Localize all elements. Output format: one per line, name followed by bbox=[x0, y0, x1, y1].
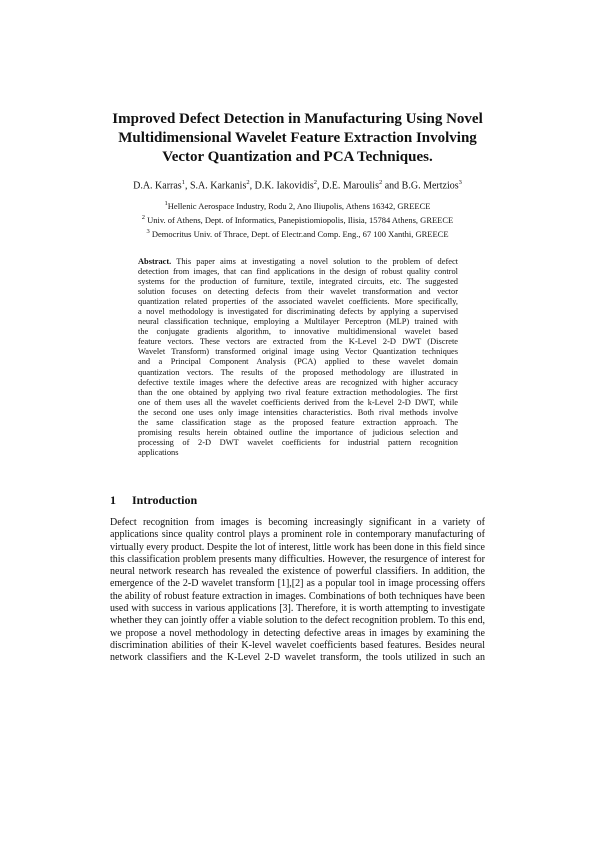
author-name: S.A. Karkanis bbox=[189, 180, 247, 192]
affiliation-text: Univ. of Athens, Dept. of Informatics, Panepistiomiopolis, Ilisia, 15784 Athens, GREECE bbox=[147, 214, 454, 225]
author-separator: and bbox=[382, 180, 402, 192]
author-name: D.E. Maroulis bbox=[322, 180, 379, 192]
author-name: D.K. Iakovidis bbox=[254, 180, 314, 192]
abstract-line: detection from images, that can find applications in the design of robust quality control bbox=[138, 267, 458, 277]
affiliation-mark: 3 bbox=[146, 227, 150, 235]
abstract-line: than the one obtained by applying two rival feature extraction methodologies. The first bbox=[138, 387, 458, 397]
abstract-label: Abstract. bbox=[138, 257, 172, 266]
abstract-line: applications bbox=[138, 447, 179, 457]
author-separator: , bbox=[249, 180, 255, 192]
author-affiliation-mark: 2 bbox=[378, 179, 383, 186]
abstract-line: quantization related properties of the associated wavelet coefficients. More specifically, bbox=[138, 297, 458, 307]
affiliation-line bbox=[60, 198, 535, 212]
paper-title bbox=[100, 110, 495, 167]
abstract-line: promising results herein obtained outline the importance of judicious selection and bbox=[138, 427, 458, 437]
author-affiliation-mark: 2 bbox=[313, 179, 318, 186]
author-affiliation-mark: 3 bbox=[458, 179, 462, 186]
title-line: Improved Defect Detection in Manufacturing Using Novel bbox=[112, 111, 483, 127]
affiliation-text: Hellenic Aerospace Industry, Rodu 2, Ano Iliupolis, Athens 16342, GREECE bbox=[167, 200, 431, 211]
author-name: D.A. Karras bbox=[133, 180, 182, 192]
affiliation-line bbox=[60, 212, 535, 226]
abstract-line: the conjugate gradients algorithm, to innovative multidimensional wavelet based bbox=[138, 327, 458, 337]
body-line: Defect recognition from images is becoming increasingly significant in a variety of bbox=[110, 517, 485, 528]
abstract-line: and a Principal Component Analysis (PCA) applied to these wavelet domain bbox=[138, 357, 458, 367]
affiliation-mark: 1 bbox=[164, 200, 168, 207]
abstract-line: processing of 2-D DWT wavelet coefficients for industrial pattern recognition bbox=[138, 437, 458, 447]
section-body bbox=[110, 517, 485, 665]
author-separator: , bbox=[317, 180, 323, 192]
affiliations bbox=[60, 198, 535, 239]
body-line: emergence of the 2-D wavelet transform [1],[2] as a popular tool in image processing offers bbox=[110, 578, 485, 590]
title-line: Vector Quantization and PCA Techniques. bbox=[162, 149, 433, 165]
author-affiliation-mark: 1 bbox=[181, 179, 185, 186]
author-name: B.G. Mertzios bbox=[401, 180, 459, 192]
body-line: this classification problem presents many difficulties. However, the resurgence of interest for bbox=[110, 553, 485, 565]
author-separator: , bbox=[184, 180, 190, 192]
body-line: whether they can jointly offer a viable solution to the defect recognition problem. To this end, bbox=[110, 615, 485, 627]
abstract-line: feature vectors. These vectors are extracted from the K-Level 2-D DWT (Discrete bbox=[138, 337, 458, 347]
body-line: network classifiers and the K-Level 2-D wavelet transform, the tools utilized in such an bbox=[110, 652, 485, 664]
body-line: neural network research has revealed the existence of powerful classifiers. In addition, the bbox=[110, 566, 485, 578]
abstract-line: systems for the production of furniture, textile, integrated circuits, etc. The suggested bbox=[138, 277, 458, 287]
author-affiliation-mark: 2 bbox=[246, 179, 250, 186]
author-list bbox=[60, 179, 535, 191]
abstract-line: solution focuses on detecting defects from their wavelet transformation and vector bbox=[138, 287, 458, 297]
abstract bbox=[138, 257, 458, 458]
title-line: Multidimensional Wavelet Feature Extraction Involving bbox=[118, 130, 477, 146]
abstract-line: the same classification stage as the proposed feature extraction approach. The bbox=[138, 417, 458, 427]
body-line: applications since quality control plays a prominent role in contemporary manufacturing of bbox=[110, 529, 485, 541]
affiliation-text: Democritus Univ. of Thrace, Dept. of Electr.and Comp. Eng., 67 100 Xanthi, GREECE bbox=[151, 228, 449, 239]
body-line: the ability of robust feature extraction in images. Combinations of both techniques have been bbox=[110, 590, 485, 602]
section-title: Introduction bbox=[132, 493, 198, 507]
section-number: 1 bbox=[110, 493, 116, 507]
abstract-line: Abstract. This paper aims at investigating a novel solution to the problem of defect bbox=[138, 257, 458, 266]
abstract-line: one of them uses all the wavelet coefficients derived from the k-Level 2-D DWT, while bbox=[138, 397, 458, 407]
affiliation-mark: 2 bbox=[141, 213, 145, 221]
body-line: virtually every product. Despite the lot of interest, little work has been done in this field since bbox=[110, 541, 485, 553]
body-line: we propose a novel methodology in detecting defective areas in images by examining the bbox=[110, 627, 485, 639]
section-heading bbox=[110, 493, 197, 508]
abstract-line: the second one uses only image intensities characteristics. Both rival methods involve bbox=[138, 407, 458, 417]
body-line: discrimination abilities of their K-level wavelet coefficients based features. Besides neural bbox=[110, 639, 485, 651]
affiliation-line bbox=[60, 226, 535, 240]
abstract-line: a novel methodology is investigated for discriminating defects by applying a supervised bbox=[138, 307, 458, 317]
abstract-line: neural classification technique, employing a Multilayer Perceptron (MLP) trained with bbox=[138, 317, 458, 327]
abstract-line: defective textile images where the defective areas are recognized with higher accuracy bbox=[138, 377, 458, 387]
abstract-line: Wavelet Transform) transformed original image using Vector Quantization techniques bbox=[138, 347, 458, 357]
abstract-line: quantization vectors. The results of the proposed methodology are illustrated in bbox=[138, 367, 458, 377]
body-line: used with success in various applications [3]. Therefore, it is worth attempting to investigate bbox=[110, 603, 485, 615]
